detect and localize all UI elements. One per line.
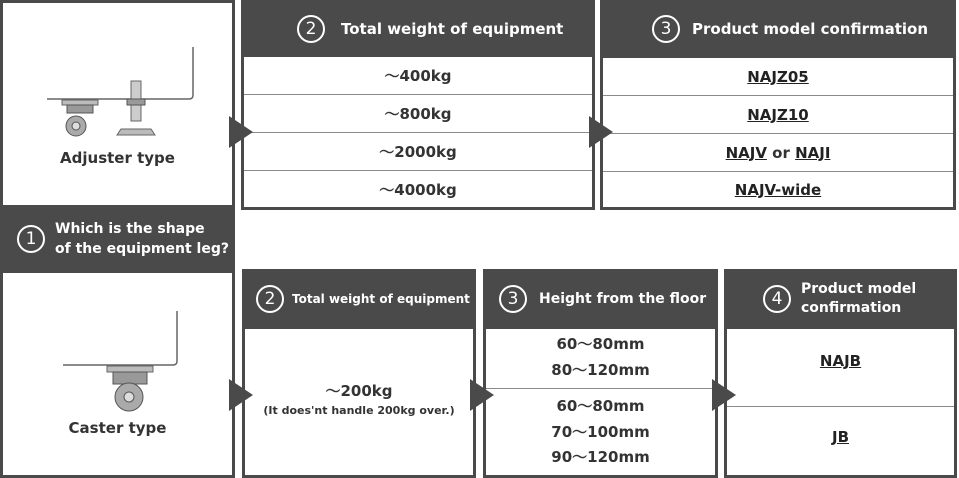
caster-model-box [724,329,957,478]
model-row [603,134,953,171]
step1-number: 1 [17,225,45,253]
divider [727,406,954,407]
caster-height-number: 3 [499,285,527,313]
adjuster-weight-row: 〜2000kg [379,143,457,161]
caster-weight-number: 2 [256,285,284,313]
caster-weight-note: (It does'nt handle 200kg over.) [263,403,455,417]
caster-model-title-line2: confirmation [801,300,902,316]
step1-line2: of the equipment leg? [55,241,229,257]
adjuster-type-illustration [3,3,232,143]
caster-model-header [724,269,957,329]
arrow-right-icon [229,116,253,148]
height-option: 60〜80mm [556,396,645,415]
adjuster-weight-row: 〜400kg [384,67,452,85]
adjuster-model-title: Product model confirmation [692,20,929,38]
caster-height-header [483,269,718,329]
model-link-najv[interactable]: NAJV [725,143,767,162]
adjuster-weight-list [241,57,595,210]
caster-weight-header [242,269,476,329]
model-link-naji[interactable]: NAJI [795,143,831,162]
divider [486,388,715,389]
adjuster-weight-row: 〜800kg [384,105,452,123]
adjuster-weight-title: Total weight of equipment [341,19,564,38]
adjuster-model-header [600,0,956,58]
caster-type-card [0,270,235,478]
height-option: 80〜120mm [551,360,650,379]
adjuster-model-number: 3 [652,15,680,43]
height-option: 90〜120mm [551,447,650,466]
model-row [603,96,953,133]
adjuster-type-card [0,0,235,208]
caster-model-title-line1: Product model [801,281,917,297]
height-option: 60〜80mm [556,334,645,353]
model-link-najz10[interactable]: NAJZ10 [747,105,809,124]
model-row [603,58,953,95]
step1-line1: Which is the shape [55,221,205,237]
caster-type-illustration [3,273,232,413]
adjuster-weight-header [241,0,595,57]
model-link-najb[interactable]: NAJB [819,352,862,370]
caster-model-number: 4 [763,285,791,313]
caster-weight-title: Total weight of equipment [292,292,470,306]
caster-height-box [483,329,718,478]
model-row [727,425,954,449]
adjuster-type-caption: Adjuster type [60,149,175,167]
caster-weight-value: 〜200kg [325,381,393,400]
arrow-right-icon [589,116,613,148]
arrow-right-icon [470,379,494,411]
caster-type-caption: Caster type [68,419,167,437]
model-or-text: or [766,143,796,162]
step1-header [0,208,235,270]
caster-weight-box [242,329,476,478]
model-link-najv-wide[interactable]: NAJV-wide [734,180,822,199]
adjuster-weight-row: 〜4000kg [379,180,457,199]
arrow-right-icon [712,379,736,411]
model-link-najz05[interactable]: NAJZ05 [747,67,809,86]
caster-height-title: Height from the floor [539,291,707,307]
height-option: 70〜100mm [551,422,650,441]
model-row [603,172,953,207]
adjuster-model-list [600,58,956,210]
model-row [727,349,954,373]
model-link-jb[interactable]: JB [831,428,849,446]
adjuster-weight-number: 2 [297,15,325,43]
arrow-right-icon [229,379,253,411]
